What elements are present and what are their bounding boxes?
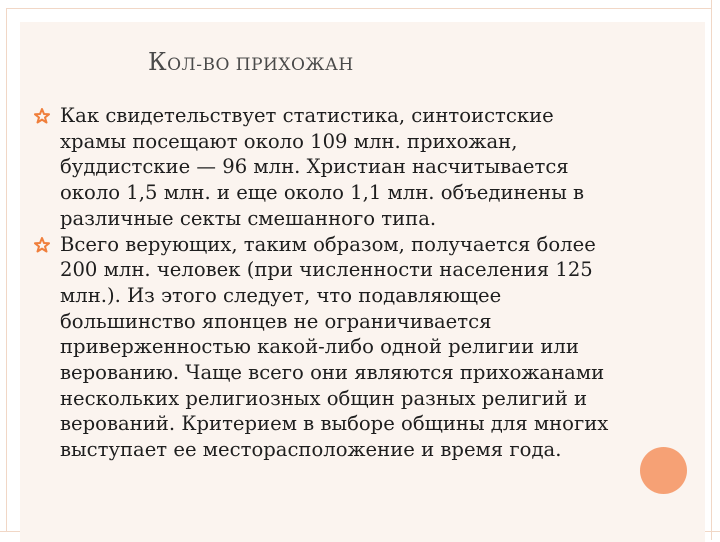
bullet-line: Всего верующих, таким образом, получается более	[60, 232, 596, 256]
bullet-line: выступает ее месторасположение и время года.	[60, 438, 562, 462]
slide-title-initial: К	[148, 48, 168, 76]
bullet-line: различные секты смешанного типа.	[60, 206, 437, 230]
decorative-orange-circle	[640, 447, 687, 494]
bullet-line: храмы посещают около 109 млн. прихожан,	[60, 129, 518, 153]
bullet-line: верований. Критерием в выборе общины для многих	[60, 412, 609, 436]
slide-title	[148, 48, 354, 76]
bullet-line: приверженностью какой-либо одной религии или	[60, 335, 579, 359]
bullet-list	[60, 103, 700, 463]
bullet-line: млн.). Из этого следует, что подавляющее	[60, 283, 502, 307]
frame-right-line	[711, 0, 712, 540]
bullet-line: буддистские — 96 млн. Христиан насчитывается	[60, 155, 569, 179]
bullet-line: около 1,5 млн. и еще около 1,1 млн. объединены в	[60, 181, 585, 205]
bullet-item-2	[60, 232, 700, 463]
bullet-line: 200 млн. человек (при численности населения 125	[60, 258, 593, 282]
slide-title-rest: ОЛ-ВО ПРИХОЖАН	[167, 55, 354, 75]
bullet-line: верованию. Чаще всего они являются прихожанами	[60, 361, 605, 385]
star-bullet-icon	[34, 108, 50, 124]
bullet-line: нескольких религиозных общин разных религий и	[60, 386, 588, 410]
star-bullet-icon	[34, 237, 50, 253]
bullet-line: большинство японцев не ограничивается	[60, 309, 492, 333]
bullet-line: Как свидетельствует статистика, синтоистские	[60, 104, 554, 127]
bullet-item-1	[60, 103, 700, 232]
